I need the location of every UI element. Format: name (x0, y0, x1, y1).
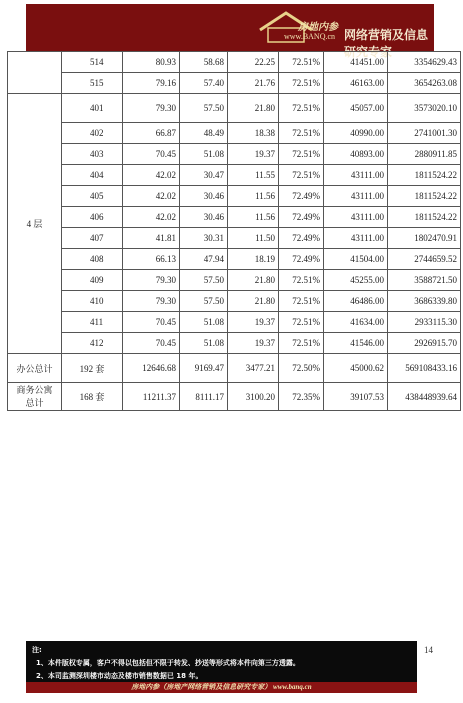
header-banner (26, 4, 434, 59)
table-cell: 66.87 (123, 123, 180, 144)
table-cell: 1811524.22 (388, 165, 461, 186)
logo-tagline: 网络营销及信息研究专家 (344, 28, 429, 59)
table-cell: 18.19 (228, 249, 279, 270)
table-cell: 42.02 (123, 186, 180, 207)
table-cell: 42.02 (123, 207, 180, 228)
table-cell: 21.80 (228, 291, 279, 312)
office-total-label: 办公总计 (8, 354, 62, 383)
table-cell: 72.51% (279, 270, 324, 291)
table-cell: 30.47 (180, 165, 228, 186)
table-cell: 40990.00 (324, 123, 388, 144)
table-cell: 79.30 (123, 270, 180, 291)
table-cell: 45000.62 (324, 354, 388, 383)
office-total-count: 192 套 (62, 354, 123, 383)
table-cell: 39107.53 (324, 383, 388, 411)
table-row (8, 73, 461, 94)
note-heading: 注: (32, 646, 42, 654)
table-cell: 72.51% (279, 94, 324, 123)
table-cell: 3588721.50 (388, 270, 461, 291)
table-cell: 72.51% (279, 52, 324, 73)
table-cell: 19.37 (228, 144, 279, 165)
table-cell: 1811524.22 (388, 186, 461, 207)
table-cell: 72.51% (279, 165, 324, 186)
table-cell: 21.76 (228, 73, 279, 94)
table-cell: 3654263.08 (388, 73, 461, 94)
table-cell: 21.80 (228, 94, 279, 123)
table-cell: 9169.47 (180, 354, 228, 383)
table-cell: 70.45 (123, 312, 180, 333)
table-cell: 57.50 (180, 270, 228, 291)
table-cell: 58.68 (180, 52, 228, 73)
table-cell: 19.37 (228, 333, 279, 354)
table-cell: 3573020.10 (388, 94, 461, 123)
table-cell: 80.93 (123, 52, 180, 73)
table-cell: 11.50 (228, 228, 279, 249)
table-cell: 3477.21 (228, 354, 279, 383)
table-cell: 30.46 (180, 186, 228, 207)
table-cell: 2744659.52 (388, 249, 461, 270)
table-cell: 1802470.91 (388, 228, 461, 249)
table-cell: 48.49 (180, 123, 228, 144)
table-row (8, 270, 461, 291)
table-cell: 21.80 (228, 270, 279, 291)
table-cell: 57.50 (180, 94, 228, 123)
table-cell: 2880911.85 (388, 144, 461, 165)
table-cell: 12646.68 (123, 354, 180, 383)
logo-name: 房地内参 (298, 22, 338, 33)
table-cell: 41.81 (123, 228, 180, 249)
table-cell: 41451.00 (324, 52, 388, 73)
table-cell: 42.02 (123, 165, 180, 186)
room-cell: 408 (62, 249, 123, 270)
note-copyright: 1、本件版权专属，客户不得以包括但不限于转发、抄送等形式将本件向第三方透露。 (36, 659, 300, 667)
table-cell: 2741001.30 (388, 123, 461, 144)
room-cell: 406 (62, 207, 123, 228)
table-cell: 3100.20 (228, 383, 279, 411)
table-row (8, 228, 461, 249)
page-number: 14 (424, 645, 433, 655)
table-cell: 72.51% (279, 144, 324, 165)
footer-note (26, 641, 417, 693)
table-cell: 18.38 (228, 123, 279, 144)
table-cell: 72.49% (279, 228, 324, 249)
table-cell: 30.46 (180, 207, 228, 228)
table-row (8, 186, 461, 207)
table-cell: 30.31 (180, 228, 228, 249)
room-cell: 515 (62, 73, 123, 94)
table-cell: 2933115.30 (388, 312, 461, 333)
room-cell: 412 (62, 333, 123, 354)
table-cell: 72.49% (279, 186, 324, 207)
apartment-total-label: 商务公寓 总计 (8, 383, 62, 411)
room-cell: 403 (62, 144, 123, 165)
table-cell: 72.51% (279, 291, 324, 312)
table-row (8, 207, 461, 228)
table-cell: 43111.00 (324, 186, 388, 207)
table-cell: 57.50 (180, 291, 228, 312)
table-cell: 51.08 (180, 144, 228, 165)
table-cell: 70.45 (123, 144, 180, 165)
table-cell: 43111.00 (324, 207, 388, 228)
table-cell: 45255.00 (324, 270, 388, 291)
room-cell: 514 (62, 52, 123, 73)
room-cell: 409 (62, 270, 123, 291)
table-cell: 11.56 (228, 207, 279, 228)
table-row (8, 291, 461, 312)
table-cell: 19.37 (228, 312, 279, 333)
table-row (8, 333, 461, 354)
table-row (8, 94, 461, 123)
table-row (8, 312, 461, 333)
table-cell: 72.49% (279, 207, 324, 228)
footer-brand: 房地内参（房地产网络营销及信息研究专家） www.banq.cn (26, 682, 417, 693)
table-cell: 11211.37 (123, 383, 180, 411)
table-row (8, 123, 461, 144)
table-cell: 3686339.80 (388, 291, 461, 312)
room-cell: 401 (62, 94, 123, 123)
table-row (8, 165, 461, 186)
table-cell: 79.30 (123, 94, 180, 123)
table-row (8, 52, 461, 73)
room-cell: 404 (62, 165, 123, 186)
table-cell: 22.25 (228, 52, 279, 73)
table-cell: 72.50% (279, 354, 324, 383)
room-cell: 411 (62, 312, 123, 333)
table-cell: 72.35% (279, 383, 324, 411)
floor4-label: 4 层 (8, 94, 62, 354)
apartment-total-row (8, 383, 461, 411)
table-cell: 46163.00 (324, 73, 388, 94)
floor5-cell (8, 52, 62, 94)
table-cell: 72.51% (279, 333, 324, 354)
table-cell: 51.08 (180, 333, 228, 354)
table-cell: 72.51% (279, 312, 324, 333)
table-cell: 57.40 (180, 73, 228, 94)
table-cell: 79.30 (123, 291, 180, 312)
sales-table (7, 51, 461, 411)
table-cell: 72.51% (279, 123, 324, 144)
note-monitoring: 2、本司监测深圳楼市动态及楼市销售数据已 18 年。 (36, 672, 203, 680)
apartment-total-count: 168 套 (62, 383, 123, 411)
room-cell: 407 (62, 228, 123, 249)
table-cell: 3354629.43 (388, 52, 461, 73)
table-cell: 70.45 (123, 333, 180, 354)
office-total-row (8, 354, 461, 383)
table-cell: 72.51% (279, 73, 324, 94)
table-cell: 438448939.64 (388, 383, 461, 411)
table-cell: 47.94 (180, 249, 228, 270)
logo-url: www.BANQ.cn (284, 32, 336, 41)
table-cell: 41504.00 (324, 249, 388, 270)
room-cell: 402 (62, 123, 123, 144)
table-cell: 11.55 (228, 165, 279, 186)
room-cell: 410 (62, 291, 123, 312)
table-row (8, 144, 461, 165)
table-cell: 51.08 (180, 312, 228, 333)
table-cell: 43111.00 (324, 228, 388, 249)
table-cell: 46486.00 (324, 291, 388, 312)
table-cell: 72.49% (279, 249, 324, 270)
table-cell: 66.13 (123, 249, 180, 270)
table-cell: 41546.00 (324, 333, 388, 354)
table-cell: 1811524.22 (388, 207, 461, 228)
table-cell: 41634.00 (324, 312, 388, 333)
table-cell: 43111.00 (324, 165, 388, 186)
table-cell: 11.56 (228, 186, 279, 207)
table-cell: 40893.00 (324, 144, 388, 165)
table-cell: 45057.00 (324, 94, 388, 123)
table-cell: 569108433.16 (388, 354, 461, 383)
table-cell: 79.16 (123, 73, 180, 94)
table-cell: 2926915.70 (388, 333, 461, 354)
room-cell: 405 (62, 186, 123, 207)
table-cell: 8111.17 (180, 383, 228, 411)
table-row (8, 249, 461, 270)
